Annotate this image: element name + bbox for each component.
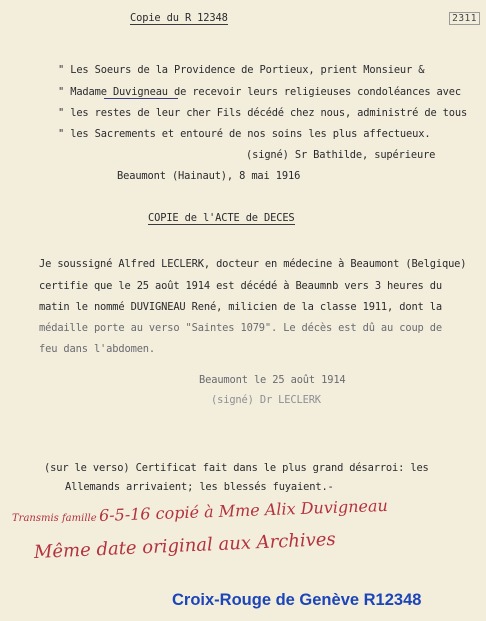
ink-underline [104,98,178,99]
deces-line: certifie que le 25 août 1914 est décédé à Beaumnb vers 3 heures du [39,280,442,292]
archive-number-stamp: 2311 [449,12,480,25]
letter-place-date: Beaumont (Hainaut), 8 mai 1916 [117,170,301,182]
verso-line: (sur le verso) Certificat fait dans le plus grand désarroi: les [44,462,429,474]
deces-line: Je soussigné Alfred LECLERK, docteur en médecine à Beaumont (Belgique) [39,258,467,270]
letter-signature: (signé) Sr Bathilde, supérieure [246,149,436,161]
handwritten-annotation-line-1: 6-5-16 copié à Mme Alix Duvigneau [98,495,389,525]
deces-place-date: Beaumont le 25 août 1914 [199,374,346,386]
deces-line: matin le nommé DUVIGNEAU René, milicien de la classe 1911, dont la [39,301,442,313]
handwritten-transmis-label: Transmis famille [12,513,97,524]
deces-line: feu dans l'abdomen. [39,343,156,355]
letter-line: " Madame Duvigneau de recevoir leurs religieuses condoléances avec [58,86,461,98]
verso-line: Allemands arrivaient; les blessés fuyaient.- [65,481,334,493]
letter-line: " les restes de leur cher Fils décédé chez nous, administré de tous [58,107,468,119]
deces-line: médaille porte au verso "Saintes 1079". Le décès est dû au coup de [39,322,442,334]
letter-line: " les Sacrements et entouré de nos soins les plus affectueux. [58,128,431,140]
handwritten-annotation-line-2: Même date original aux Archives [33,528,337,563]
deces-title: COPIE de l'ACTE de DECES [148,212,295,224]
header-title: Copie du R 12348 [130,12,228,24]
deces-signature: (signé) Dr LECLERK [211,394,321,406]
footer-archive-reference: Croix-Rouge de Genève R12348 [172,591,422,609]
letter-line: " Les Soeurs de la Providence de Portieux, prient Monsieur & [58,64,425,76]
